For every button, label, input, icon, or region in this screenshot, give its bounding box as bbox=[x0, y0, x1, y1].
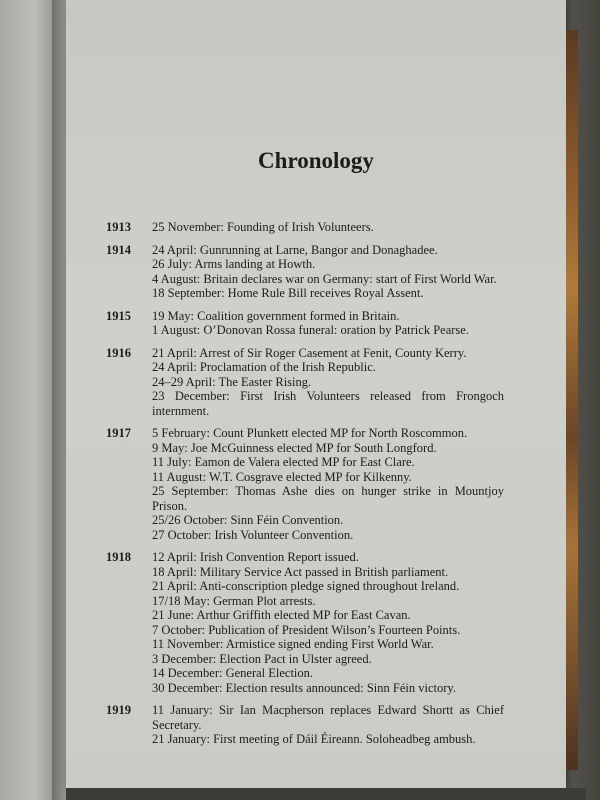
year-label: 1913 bbox=[106, 220, 131, 234]
event-list bbox=[152, 550, 504, 695]
event-entry: 23 December: First Irish Volunteers released from Frongoch internment. bbox=[152, 389, 504, 418]
event-list bbox=[152, 703, 504, 747]
event-entry: 26 July: Arms landing at Howth. bbox=[152, 257, 316, 271]
year-label: 1917 bbox=[106, 426, 131, 440]
year-label: 1919 bbox=[106, 703, 131, 717]
event-list bbox=[152, 426, 504, 542]
year-block-1914 bbox=[106, 243, 556, 301]
event-entry: 24–29 April: The Easter Rising. bbox=[152, 374, 312, 389]
year-label: 1918 bbox=[106, 550, 131, 564]
event-entry: 30 December: Election results announced: Sinn Féin victory. bbox=[152, 680, 456, 695]
event-entry: 24 April: Gunrunning at Larne, Bangor and Donaghadee. bbox=[152, 242, 438, 257]
event-entry: 19 May: Coalition government formed in Britain. bbox=[152, 308, 400, 323]
event-entry: 3 December: Election Pact in Ulster agreed. bbox=[152, 651, 372, 666]
year-label: 1915 bbox=[106, 308, 131, 323]
event-entry: 1 August: O’Donovan Rossa funeral: oration by Patrick Pearse. bbox=[152, 323, 469, 337]
event-entry: 17/18 May: German Plot arrests. bbox=[152, 593, 316, 608]
year-label: 1914 bbox=[106, 242, 131, 257]
event-entry: 14 December: General Election. bbox=[152, 666, 314, 680]
page-title: Chronology bbox=[258, 148, 374, 173]
event-entry: 27 October: Irish Volunteer Convention. bbox=[152, 527, 354, 542]
event-entry: 18 April: Military Service Act passed in British parliament. bbox=[152, 564, 449, 579]
event-entry: 25 November: Founding of Irish Volunteers. bbox=[152, 220, 374, 234]
year-block-1918 bbox=[106, 550, 556, 695]
event-list bbox=[152, 309, 504, 338]
event-entry: 11 August: W.T. Cosgrave elected MP for Kilkenny. bbox=[152, 469, 412, 484]
event-entry: 9 May: Joe McGuinness elected MP for South Longford. bbox=[152, 440, 437, 455]
event-entry: 21 April: Anti-conscription pledge signed throughout Ireland. bbox=[152, 579, 460, 593]
year-label: 1916 bbox=[106, 345, 131, 360]
event-entry: 11 January: Sir Ian Macpherson replaces Edward Shortt as Chief Secretary. bbox=[152, 703, 504, 732]
event-entry: 12 April: Irish Convention Report issued. bbox=[152, 550, 359, 564]
year-block-1915 bbox=[106, 309, 556, 338]
event-list bbox=[152, 220, 504, 235]
event-entry: 11 November: Armistice signed ending First World War. bbox=[152, 637, 434, 651]
event-list bbox=[152, 346, 504, 419]
event-entry: 25/26 October: Sinn Féin Convention. bbox=[152, 513, 344, 527]
event-list bbox=[152, 243, 504, 301]
event-entry: 21 April: Arrest of Sir Roger Casement at Fenit, County Kerry. bbox=[152, 345, 467, 360]
event-entry: 11 July: Eamon de Valera elected MP for East Clare. bbox=[152, 455, 415, 469]
year-block-1917 bbox=[106, 426, 556, 542]
left-page-edge bbox=[0, 0, 58, 800]
event-entry: 5 February: Count Plunkett elected MP for North Roscommon. bbox=[152, 426, 468, 440]
page-bottom-shadow bbox=[66, 788, 586, 800]
chronology-list bbox=[106, 220, 556, 755]
year-block-1919 bbox=[106, 703, 556, 747]
cover-edge bbox=[566, 30, 578, 770]
event-entry: 21 June: Arthur Griffith elected MP for East Cavan. bbox=[152, 608, 411, 622]
event-entry: 21 January: First meeting of Dáil Éireann. Soloheadbeg ambush. bbox=[152, 732, 476, 746]
event-entry: 4 August: Britain declares war on Germany: start of First World War. bbox=[152, 271, 497, 286]
event-entry: 25 September: Thomas Ashe dies on hunger strike in Mountjoy Prison. bbox=[152, 484, 504, 513]
year-block-1913 bbox=[106, 220, 556, 235]
event-entry: 7 October: Publication of President Wilson’s Fourteen Points. bbox=[152, 622, 461, 637]
event-entry: 24 April: Proclamation of the Irish Republic. bbox=[152, 360, 376, 374]
event-entry: 18 September: Home Rule Bill receives Royal Assent. bbox=[152, 286, 424, 300]
year-block-1916 bbox=[106, 346, 556, 419]
